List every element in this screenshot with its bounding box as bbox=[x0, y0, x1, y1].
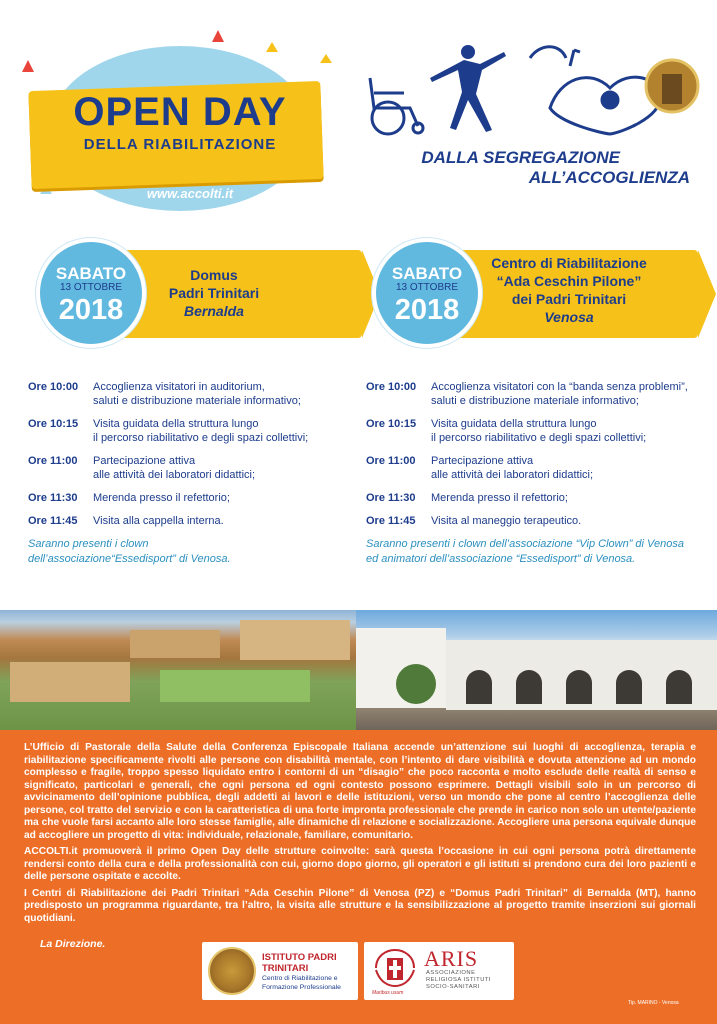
place-line: Domus bbox=[190, 267, 238, 283]
note-line: ed animatori dell’associazione “Essedisport” di Venosa. bbox=[366, 553, 636, 565]
event-date: 13 OTTOBRE bbox=[59, 282, 123, 293]
schedule-row bbox=[28, 514, 348, 528]
hands-heart-icon bbox=[530, 47, 660, 134]
schedule-time: Ore 11:30 bbox=[28, 492, 78, 504]
dancer-icon bbox=[430, 45, 506, 132]
logo-title: OPEN DAY bbox=[73, 90, 287, 134]
event-badge-bernalda bbox=[36, 238, 346, 348]
place-city: Venosa bbox=[544, 309, 594, 325]
logo-subtitle: DELLA RIABILITAZIONE bbox=[83, 136, 277, 153]
printer-credit: Tip. MARINO - Venosa bbox=[628, 1000, 679, 1006]
schedule-row bbox=[366, 454, 706, 482]
place-line: Centro di Riabilitazione bbox=[491, 255, 647, 271]
place-line: dei Padri Trinitari bbox=[511, 291, 627, 307]
motto-line-2: ALL’ACCOGLIENZA bbox=[528, 168, 690, 187]
schedule-row bbox=[366, 491, 706, 505]
signature: La Direzione. bbox=[40, 938, 106, 950]
arch-shape bbox=[616, 670, 642, 704]
schedule-time: Ore 10:00 bbox=[28, 381, 79, 393]
schedule-row bbox=[28, 491, 348, 505]
schedule-line: Accoglienza visitatori in auditorium, bbox=[93, 381, 265, 393]
clown-note bbox=[28, 537, 348, 567]
arch-shape bbox=[666, 670, 692, 704]
schedule-line: Partecipazione attiva bbox=[431, 455, 534, 467]
motto-line-1: DALLA SEGREGAZIONE bbox=[421, 148, 620, 167]
place-line: “Ada Ceschin Pilone” bbox=[496, 273, 642, 289]
schedule-row bbox=[28, 380, 348, 408]
building-shape bbox=[10, 662, 130, 702]
aris-logo-card bbox=[364, 942, 514, 1000]
schedule-desc bbox=[431, 454, 593, 482]
schedule-row bbox=[28, 454, 348, 482]
schedule-time: Ore 10:00 bbox=[366, 381, 417, 393]
schedule-row bbox=[366, 514, 706, 528]
schedule-line: Accoglienza visitatori con la “banda senza problemi”, bbox=[431, 381, 688, 393]
schedule-desc bbox=[93, 491, 230, 505]
confetti-icon bbox=[266, 42, 278, 52]
date-circle bbox=[372, 238, 482, 348]
info-text bbox=[24, 742, 696, 929]
arch-shape bbox=[566, 670, 592, 704]
schedule-venosa bbox=[366, 380, 706, 567]
schedule-time: Ore 11:45 bbox=[366, 515, 416, 527]
arch-shape bbox=[516, 670, 542, 704]
open-day-logo bbox=[20, 28, 340, 218]
event-year: 2018 bbox=[58, 294, 124, 326]
tree-shape bbox=[396, 664, 436, 704]
schedule-line: saluti e distribuzione materiale informativo; bbox=[431, 395, 639, 407]
schedule-bernalda bbox=[28, 380, 348, 567]
event-date: 13 OTTOBRE bbox=[395, 282, 459, 293]
photo-venosa-courtyard bbox=[356, 610, 717, 730]
schedule-time: Ore 10:15 bbox=[366, 418, 417, 430]
aris-motto: Maribus usum bbox=[372, 990, 404, 996]
schedule-line: Visita alla cappella interna. bbox=[93, 515, 224, 527]
info-paragraph: I Centri di Riabilitazione dei Padri Trinitari “Ada Ceschin Pilone” di Venosa (PZ) e “Domus Padri Trinitari” di Bernalda (MT), hanno predisposto un programma riguardante, tra l’altro, la visita alle strutture e la sensibilizzazione al progetto tramite inserzioni sui giornali quotidiani. bbox=[24, 887, 696, 924]
seal-icon bbox=[208, 947, 256, 995]
schedule-line: Visita guidata della struttura lungo bbox=[93, 418, 259, 430]
place-line: Padri Trinitari bbox=[168, 285, 260, 301]
schedule-desc bbox=[431, 380, 688, 408]
saint-figure-icon bbox=[662, 74, 682, 104]
event-year: 2018 bbox=[394, 294, 460, 326]
schedule-row bbox=[28, 417, 348, 445]
garden-shape bbox=[160, 670, 310, 702]
note-line: Saranno presenti i clown bbox=[28, 538, 149, 550]
motto bbox=[360, 148, 690, 188]
aris-subtitle: ASSOCIAZIONE RELIGIOSA ISTITUTI SOCIO-SANITARI bbox=[426, 970, 492, 990]
istituto-title: ISTITUTO PADRI TRINITARI bbox=[262, 952, 337, 974]
event-place bbox=[164, 266, 264, 320]
note-line: Saranno presenti i clown dell’associazione “Vip Clown” di Venosa bbox=[366, 538, 684, 550]
photo-bernalda-aerial bbox=[0, 610, 356, 730]
schedule-line: Visita al maneggio terapeutico. bbox=[431, 515, 582, 527]
clown-note bbox=[366, 537, 706, 567]
date-circle bbox=[36, 238, 146, 348]
wheelchair-icon bbox=[370, 78, 423, 134]
schedule-line: Visita guidata della struttura lungo bbox=[431, 418, 597, 430]
schedule-time: Ore 11:30 bbox=[366, 492, 416, 504]
schedule-time: Ore 11:00 bbox=[28, 455, 78, 467]
note-line: dell’associazione“Essedisport” di Venosa. bbox=[28, 553, 231, 565]
schedule-time: Ore 10:15 bbox=[28, 418, 79, 430]
aris-crest-icon bbox=[372, 946, 418, 990]
info-paragraph: L’Ufficio di Pastorale della Salute della Conferenza Episcopale Italiana accende un’attenzione sui luoghi di accoglienza, terapia e riabilitazione specificamente rivolti alle persone con disabilità mentale, con l’intento di dare visibilità e dovuta attenzione ad un mondo complesso e fragile, troppo spesso liquidato entro i contorni di un “disagio” che poco racconta e molto esclude delle realtà di senso e significato, particolari e generali, che ogni persona ed ogni contesto possono esprimere. Dettagli visibili solo in un percorso di avvicinamento dell’opinione pubblica, degli addetti ai lavori e delle istituzioni, verso un mondo che pone al centro l’accoglienza delle persone, col tratto del servizio e con la caratteristica di una forte impronta professionale che prende in carico non solo un utente/paziente ma che vuole farsi accanto alle loro stesse famiglie, alle dinamiche di relazione e socializzazione. Accogliere una persona equivale dunque ad accogliere un progetto di vita: individuale, relazionale, familiare, comunitario. bbox=[24, 742, 696, 841]
schedule-time: Ore 11:00 bbox=[366, 455, 416, 467]
confetti-icon bbox=[320, 54, 332, 63]
schedule-line: il percorso riabilitativo e degli spazi collettivi; bbox=[93, 432, 309, 444]
confetti-icon bbox=[22, 60, 34, 72]
arch-shape bbox=[466, 670, 492, 704]
schedule-line: Merenda presso il refettorio; bbox=[431, 492, 568, 504]
building-shape bbox=[240, 620, 350, 660]
schedule-line: il percorso riabilitativo e degli spazi collettivi; bbox=[431, 432, 647, 444]
schedule-desc bbox=[431, 514, 581, 528]
confetti-icon bbox=[212, 30, 224, 42]
istituto-logo-card bbox=[202, 942, 358, 1000]
aris-title: ARIS bbox=[424, 946, 479, 971]
schedule-desc bbox=[93, 514, 224, 528]
istituto-subtitle: Centro di Riabilitazione e Formazione Professionale bbox=[262, 975, 341, 991]
event-badge-venosa bbox=[372, 238, 692, 348]
schedule-line: saluti e distribuzione materiale informativo; bbox=[93, 395, 301, 407]
schedule-desc bbox=[431, 417, 646, 445]
schedule-line: Partecipazione attiva bbox=[93, 455, 196, 467]
schedule-line: alle attività dei laboratori didattici; bbox=[93, 469, 256, 481]
schedule-time: Ore 11:45 bbox=[28, 515, 78, 527]
schedule-row bbox=[366, 417, 706, 445]
event-day: SABATO bbox=[55, 264, 127, 283]
schedule-line: alle attività dei laboratori didattici; bbox=[431, 469, 594, 481]
info-paragraph: ACCOLTI.it promuoverà il primo Open Day delle strutture coinvolte: sarà questa l’occasione in cui ogni persona potrà direttamente rendersi conto della cura e della professionalità con cui, giorno dopo giorno, gli operatori e gli istituti si prendono cura dei loro pazienti e delle persone ospitate e accolte. bbox=[24, 846, 696, 882]
schedule-row bbox=[366, 380, 706, 408]
schedule-line: Merenda presso il refettorio; bbox=[93, 492, 230, 504]
place-city: Bernalda bbox=[184, 303, 244, 319]
schedule-desc bbox=[431, 491, 568, 505]
event-place bbox=[484, 254, 654, 326]
logo-url[interactable]: www.accolti.it bbox=[146, 186, 234, 201]
building-shape bbox=[130, 630, 220, 658]
event-day: SABATO bbox=[391, 264, 463, 283]
schedule-desc bbox=[93, 454, 255, 482]
schedule-desc bbox=[93, 417, 308, 445]
schedule-desc bbox=[93, 380, 301, 408]
photo-strip bbox=[0, 610, 717, 730]
header-illustration bbox=[360, 38, 700, 138]
